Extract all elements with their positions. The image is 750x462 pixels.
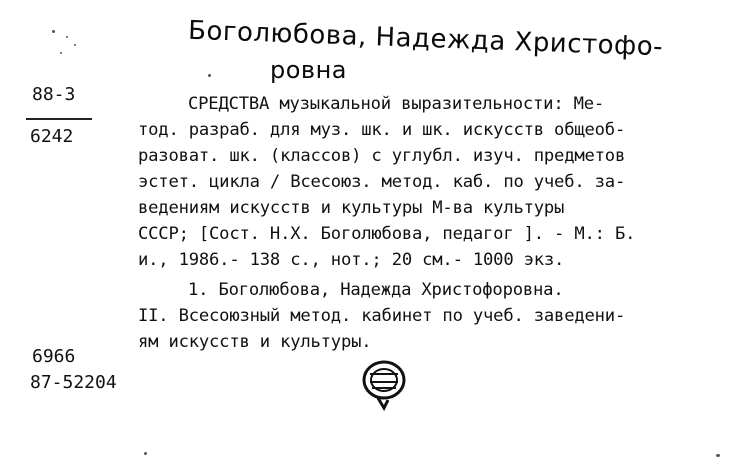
speck	[52, 30, 55, 33]
body-line: разоват. шк. (классов) с углубл. изуч. предметов	[138, 146, 626, 166]
body-line: и., 1986.- 138 с., нот.; 20 см.- 1000 экз.	[138, 250, 565, 270]
body-line: СССР; [Сост. Н.Х. Боголюбова, педагог ]. - М.: Б.	[138, 224, 636, 244]
body-line: ведениям искусств и культуры М-ва культуры	[138, 198, 565, 218]
speck	[74, 44, 76, 46]
body-line: эстет. цикла / Всесоюз. метод. каб. по учеб. за-	[138, 172, 626, 192]
body-line: тод. разраб. для муз. шк. и шк. искусств общеоб-	[138, 120, 626, 140]
body-line: СРЕДСТВА музыкальной выразительности: Ме-	[188, 94, 605, 114]
library-stamp-icon	[358, 356, 414, 412]
shelf-number: 6242	[30, 126, 74, 147]
speck	[60, 52, 62, 54]
speck	[144, 452, 147, 455]
body-line: II. Всесоюзный метод. кабинет по учеб. заведени-	[138, 306, 626, 326]
speck	[208, 74, 211, 77]
speck	[716, 454, 720, 457]
accession-number-2: 87-52204	[30, 372, 117, 393]
call-number-divider	[26, 118, 92, 120]
body-line: ям искусств и культуры.	[138, 332, 372, 352]
body-line: 1. Боголюбова, Надежда Христофоровна.	[188, 280, 564, 300]
speck	[66, 36, 68, 38]
handwritten-author-line-2: ровна	[270, 56, 347, 84]
handwritten-author-line-1: Боголюбова, Надежда Христофо-	[187, 15, 664, 63]
call-number: 88-3	[32, 84, 76, 105]
accession-number-1: 6966	[32, 346, 76, 367]
